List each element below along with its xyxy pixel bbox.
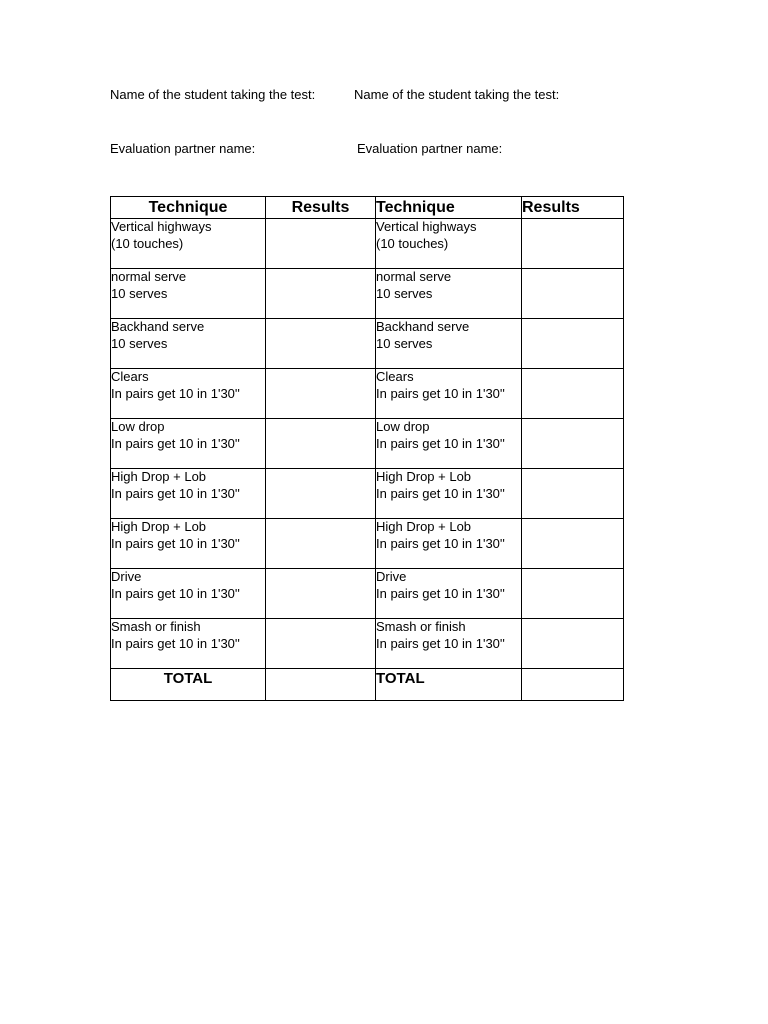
technique-cell-right xyxy=(376,369,522,419)
technique-cell-left xyxy=(111,319,266,369)
technique-criteria: 10 serves xyxy=(111,285,168,301)
technique-criteria: In pairs get 10 in 1'30'' xyxy=(376,435,505,451)
total-row xyxy=(111,669,624,701)
technique-name: Vertical highways xyxy=(376,219,477,234)
technique-name: Drive xyxy=(111,569,142,584)
student-name-label-left: Name of the student taking the test: xyxy=(110,87,316,102)
technique-name: Drive xyxy=(376,569,407,584)
table-row xyxy=(111,569,624,619)
technique-criteria: 10 serves xyxy=(376,335,433,351)
technique-name: High Drop + Lob xyxy=(376,469,472,484)
total-label-left: TOTAL xyxy=(111,669,266,701)
technique-cell-right xyxy=(376,569,522,619)
table-row xyxy=(111,519,624,569)
technique-cell-left xyxy=(111,419,266,469)
technique-criteria: 10 serves xyxy=(111,335,168,351)
technique-cell-left xyxy=(111,469,266,519)
result-cell-left[interactable] xyxy=(266,419,376,469)
result-cell-right[interactable] xyxy=(522,569,624,619)
technique-criteria: In pairs get 10 in 1'30'' xyxy=(376,585,505,601)
table-row xyxy=(111,319,624,369)
technique-name: Vertical highways xyxy=(111,219,212,234)
technique-cell-left xyxy=(111,269,266,319)
technique-name: Clears xyxy=(376,369,414,384)
result-cell-right[interactable] xyxy=(522,219,624,269)
technique-name: Low drop xyxy=(376,419,430,434)
technique-criteria: In pairs get 10 in 1'30'' xyxy=(376,485,505,501)
result-cell-right[interactable] xyxy=(522,419,624,469)
technique-cell-right xyxy=(376,269,522,319)
technique-cell-right xyxy=(376,619,522,669)
technique-criteria: (10 touches) xyxy=(111,235,184,251)
result-cell-left[interactable] xyxy=(266,269,376,319)
technique-cell-right xyxy=(376,469,522,519)
total-label-right: TOTAL xyxy=(376,669,522,701)
result-cell-right[interactable] xyxy=(522,519,624,569)
header-results-right: Results xyxy=(522,197,624,219)
technique-name: normal serve xyxy=(111,269,187,284)
technique-criteria: In pairs get 10 in 1'30'' xyxy=(111,535,240,551)
student-name-label-right: Name of the student taking the test: xyxy=(354,87,560,102)
technique-criteria: In pairs get 10 in 1'30'' xyxy=(111,585,240,601)
table-row xyxy=(111,469,624,519)
technique-criteria: In pairs get 10 in 1'30'' xyxy=(111,635,240,651)
technique-criteria: In pairs get 10 in 1'30'' xyxy=(376,535,505,551)
table-row xyxy=(111,619,624,669)
technique-cell-right xyxy=(376,319,522,369)
result-cell-left[interactable] xyxy=(266,619,376,669)
partner-name-label-right: Evaluation partner name: xyxy=(357,141,503,156)
technique-criteria: In pairs get 10 in 1'30'' xyxy=(376,635,505,651)
technique-criteria: In pairs get 10 in 1'30'' xyxy=(111,435,240,451)
result-cell-left[interactable] xyxy=(266,519,376,569)
technique-name: normal serve xyxy=(376,269,452,284)
technique-cell-left xyxy=(111,519,266,569)
header-results-left: Results xyxy=(266,197,376,219)
result-cell-left[interactable] xyxy=(266,319,376,369)
technique-cell-right xyxy=(376,219,522,269)
technique-criteria: In pairs get 10 in 1'30'' xyxy=(111,385,240,401)
table-header-row xyxy=(111,197,624,219)
technique-name: Backhand serve xyxy=(376,319,470,334)
table-row xyxy=(111,419,624,469)
technique-name: Clears xyxy=(111,369,149,384)
total-result-left[interactable] xyxy=(266,669,376,701)
technique-name: Low drop xyxy=(111,419,165,434)
technique-cell-left xyxy=(111,569,266,619)
technique-name: Smash or finish xyxy=(111,619,201,634)
technique-name: Backhand serve xyxy=(111,319,205,334)
technique-cell-left xyxy=(111,369,266,419)
technique-cell-right xyxy=(376,419,522,469)
technique-name: High Drop + Lob xyxy=(376,519,472,534)
technique-cell-right xyxy=(376,519,522,569)
result-cell-right[interactable] xyxy=(522,319,624,369)
result-cell-right[interactable] xyxy=(522,369,624,419)
result-cell-right[interactable] xyxy=(522,269,624,319)
result-cell-left[interactable] xyxy=(266,369,376,419)
technique-name: Smash or finish xyxy=(376,619,466,634)
header-technique-right: Technique xyxy=(376,197,522,219)
technique-name: High Drop + Lob xyxy=(111,519,207,534)
technique-criteria: In pairs get 10 in 1'30'' xyxy=(111,485,240,501)
technique-name: High Drop + Lob xyxy=(111,469,207,484)
technique-cell-left xyxy=(111,219,266,269)
total-result-right[interactable] xyxy=(522,669,624,701)
technique-criteria: 10 serves xyxy=(376,285,433,301)
evaluation-table xyxy=(110,196,624,701)
technique-cell-left xyxy=(111,619,266,669)
table-row xyxy=(111,369,624,419)
technique-criteria: In pairs get 10 in 1'30'' xyxy=(376,385,505,401)
table-body xyxy=(111,219,624,701)
table-row xyxy=(111,269,624,319)
table-row xyxy=(111,219,624,269)
partner-name-label-left: Evaluation partner name: xyxy=(110,141,256,156)
result-cell-left[interactable] xyxy=(266,469,376,519)
result-cell-right[interactable] xyxy=(522,469,624,519)
result-cell-right[interactable] xyxy=(522,619,624,669)
result-cell-left[interactable] xyxy=(266,569,376,619)
result-cell-left[interactable] xyxy=(266,219,376,269)
header-technique-left: Technique xyxy=(111,197,266,219)
technique-criteria: (10 touches) xyxy=(376,235,449,251)
